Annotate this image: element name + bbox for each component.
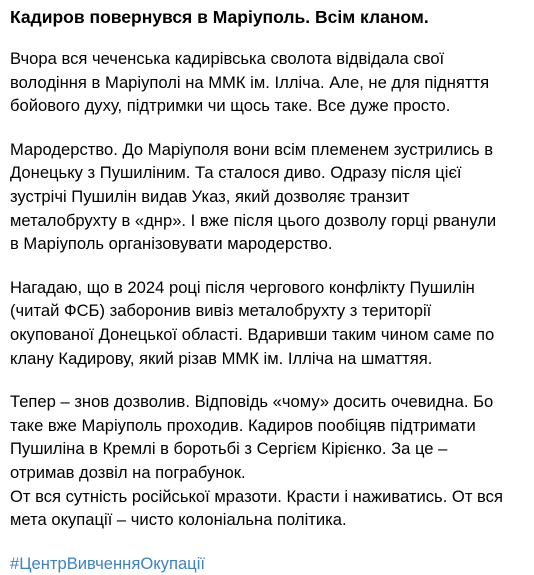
text-line: От вся сутність російської мразоти. Красти і наживатись. От вся	[10, 486, 503, 506]
text-line: отримав дозвіл на пограбунок.	[10, 462, 246, 482]
text-line: Пушиліна в Кремлі в боротьбі з Сергієм Кірієнко. За це –	[10, 439, 448, 459]
text-line: таке вже Маріуполь проходив. Кадиров пообіцяв підтримати	[10, 415, 476, 435]
text-line: в Маріуполь організовувати мародерство.	[10, 234, 333, 254]
paragraph-3	[10, 276, 524, 370]
paragraph-1	[10, 47, 524, 118]
post-title: Кадиров повернувся в Маріуполь. Всім кланом.	[10, 7, 429, 27]
text-line: (читай ФСБ) заборонив вивіз металобрухту з території	[10, 301, 432, 321]
hashtag-link[interactable]: #ЦентрВивченняОкупації	[10, 553, 205, 573]
text-line: клану Кадирову, який різав ММК ім. Ілліча на шматтяя.	[10, 348, 433, 368]
text-line: володіння в Маріуполі на ММК ім. Ілліча. Але, не для підняття	[10, 72, 490, 92]
text-line: металобрухту в «днр». І вже після цього дозволу горці рванули	[10, 210, 497, 230]
paragraph-4	[10, 390, 524, 532]
text-line: Тепер – знов дозволив. Відповідь «чому» досить очевидна. Бо	[10, 392, 494, 412]
text-line: мета окупації – чисто колоніальна політика.	[10, 510, 347, 530]
text-line: Донецьку з Пушиліним. Та сталося диво. Одразу після цієї	[10, 163, 462, 183]
text-line: Вчора вся чеченська кадирівська сволота відвідала свої	[10, 49, 445, 68]
text-line: окупованої Донецької області. Вдаривши таким чином саме по	[10, 324, 495, 344]
paragraph-2	[10, 138, 524, 256]
text-line: Мародерство. До Маріуполя вони всім племенем зустрились в	[10, 139, 494, 159]
text-line: зустрічі Пушилін видав Указ, який дозволяє транзит	[10, 186, 410, 206]
text-line: Нагадаю, що в 2024 році після чергового конфлікту Пушилін	[10, 277, 475, 297]
text-line: бойового духу, підтримки чи щось таке. Все дуже просто.	[10, 96, 451, 116]
